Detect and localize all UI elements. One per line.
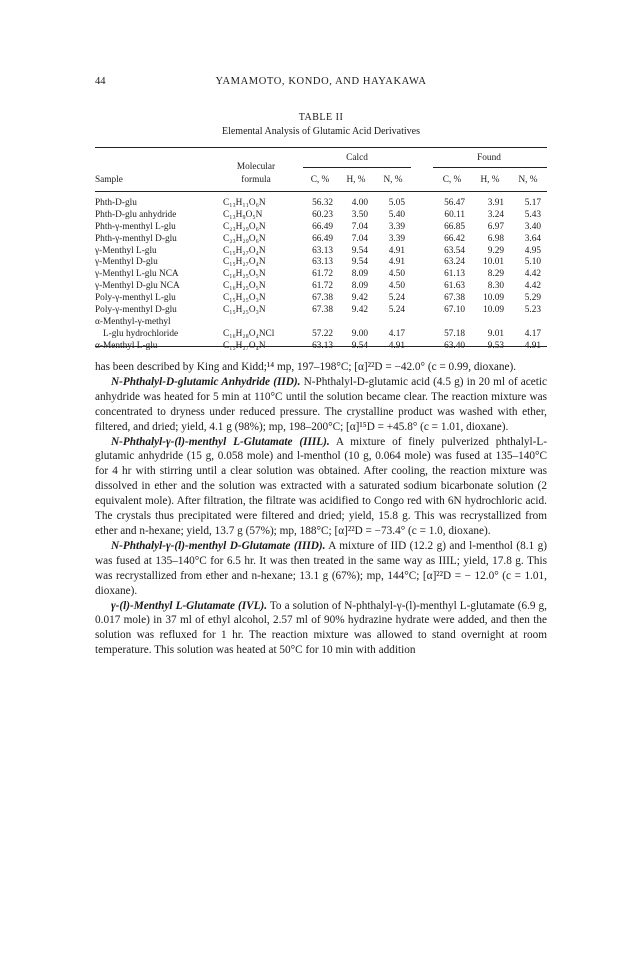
section-heading: N-Phthalyl-D-glutamic Anhydride (IID). <box>111 375 301 388</box>
cell-calcd-n: 4.50 <box>388 281 405 292</box>
cell-found-n: 4.42 <box>524 281 541 292</box>
cell-calcd-c: 61.72 <box>312 269 333 280</box>
section-text: A mixture of finely pulverized phthalyl-L-glutamic anhydride (15 g, 0.058 mole) and l-menthol (10 g, 0.064 mole) was fused at 135–140°C for 4 hr with stirring until a clear solution was obtained. After cooling, the reaction mixture was dissolved in ether and the solution was extracted with a saturated sodium bicarbonate solution (2 equivalent mole). After filtration, the filtrate was acidified to Congo red with 6N hydrochloric acid. The crystals thus precipitated were filtered and dried; yield, 15.8 g. This was recrystallized from ether and n-hexane; yield, 13.7 g (57%); mp, 188°C; [α]²²D = −73.4° (c = 1.0, dioxane). <box>95 435 547 537</box>
cell-calcd-n: 5.24 <box>388 293 405 304</box>
table-body <box>95 198 547 353</box>
cell-found-h: 8.30 <box>487 281 504 292</box>
cell-found-h: 9.01 <box>487 328 504 339</box>
cell-calcd-n: 5.24 <box>388 305 405 316</box>
cell-found-h: 10.01 <box>483 257 504 268</box>
table-row <box>95 198 547 210</box>
cell-formula: C₁₆H₂₅O₅N <box>223 281 266 292</box>
table-top-rule <box>95 147 547 148</box>
cell-found-h: 9.29 <box>487 245 504 256</box>
header-calcd: Calcd <box>346 153 368 163</box>
cell-found-n: 5.17 <box>524 198 541 208</box>
cell-found-n: 5.10 <box>524 257 541 268</box>
cell-found-c: 66.85 <box>444 221 465 232</box>
cell-found-h: 3.91 <box>487 198 504 208</box>
cell-formula: C₁₆H₂₅O₅N <box>223 269 266 280</box>
header-found-c: C, % <box>442 175 462 185</box>
cell-found-h: 10.09 <box>483 305 504 316</box>
cell-calcd-h: 9.42 <box>351 305 368 316</box>
header-molecular: Molecular <box>236 162 276 172</box>
cell-calcd-c: 57.22 <box>312 328 333 339</box>
cell-calcd-n: 5.40 <box>388 209 405 220</box>
header-found-h: H, % <box>480 175 500 185</box>
cell-calcd-h: 8.09 <box>351 281 368 292</box>
cell-calcd-h: 7.04 <box>351 221 368 232</box>
cell-found-n: 5.29 <box>524 293 541 304</box>
cell-calcd-h: 9.54 <box>351 257 368 268</box>
cell-found-c: 56.47 <box>444 198 465 208</box>
cell-found-n: 5.43 <box>524 209 541 220</box>
cell-formula: C₁₅H₂₅O₃N <box>223 293 266 304</box>
cell-formula: C₁₅H₂₅O₃N <box>223 305 266 316</box>
paragraph-phthalyl-menthyl-l-glutamate <box>95 435 547 539</box>
table-row <box>95 305 547 317</box>
cell-calcd-c: 67.38 <box>312 305 333 316</box>
cell-found-c: 61.63 <box>444 281 465 292</box>
cell-sample: γ-Menthyl L-glu <box>95 245 157 256</box>
calcd-underline <box>303 167 411 168</box>
found-underline <box>433 167 547 168</box>
table-row <box>95 222 547 234</box>
cell-sample <box>95 316 223 341</box>
cell-calcd-h: 9.42 <box>351 293 368 304</box>
header-found-n: N, % <box>518 175 538 185</box>
cell-found-c: 67.10 <box>444 305 465 316</box>
cell-calcd-c: 63.13 <box>312 340 333 351</box>
cell-calcd-h: 9.54 <box>351 245 368 256</box>
cell-found-c: 63.40 <box>444 340 465 351</box>
cell-sample: α-Menthyl L-glu <box>95 340 158 351</box>
section-heading: N-Phthalyl-γ-(l)-menthyl L-Glutamate (IIIL). <box>111 435 330 448</box>
body-text <box>95 360 547 658</box>
cell-calcd-c: 63.13 <box>312 257 333 268</box>
cell-calcd-n: 4.91 <box>388 257 405 268</box>
cell-formula: C₁₅H₂₇O₄N <box>223 257 266 268</box>
cell-sample: Poly-γ-menthyl D-glu <box>95 305 177 316</box>
cell-sample: γ-Menthyl D-glu <box>95 257 158 268</box>
cell-formula: C₁₆H₂₈O₄NCl <box>223 328 275 339</box>
table-row <box>95 281 547 293</box>
cell-found-c: 60.11 <box>444 209 465 220</box>
cell-sample: Phth-D-glu <box>95 198 137 208</box>
cell-found-c: 57.18 <box>444 328 465 339</box>
header-found: Found <box>477 153 501 163</box>
paragraph-menthyl-l-glutamate <box>95 599 547 659</box>
cell-formula: C₁₃H₁₁O₆N <box>223 198 266 208</box>
cell-found-n: 4.42 <box>524 269 541 280</box>
cell-sample-line2: L-glu hydrochloride <box>103 328 179 339</box>
cell-calcd-n: 4.17 <box>388 328 405 339</box>
cell-found-h: 10.09 <box>483 293 504 304</box>
section-text: A mixture of IID (12.2 g) and l-menthol (8.1 g) was fused at 135–140°C for 6.5 hr. It was then treated in the same way as IIIL; yield, 17.8 g. This was recrystallized from ether and n-hexane; 13.1 g (67%); mp, 144°C; [α]²²D = − 12.0° (c = 1.01, dioxane). <box>95 539 547 597</box>
header-formula: formula <box>241 175 271 185</box>
cell-sample: Phth-γ-menthyl D-glu <box>95 233 177 244</box>
table-row <box>95 317 547 341</box>
cell-formula: C₁₅H₂₇O₄N <box>223 340 266 351</box>
cell-calcd-h: 7.04 <box>351 233 368 244</box>
cell-calcd-c: 67.38 <box>312 293 333 304</box>
header-calcd-c: C, % <box>310 175 330 185</box>
cell-calcd-n: 4.91 <box>388 245 405 256</box>
cell-found-h: 8.29 <box>487 269 504 280</box>
cell-sample-line1: α-Menthyl-γ-methyl <box>95 316 171 327</box>
cell-calcd-c: 60.23 <box>312 209 333 220</box>
cell-calcd-n: 4.50 <box>388 269 405 280</box>
cell-found-c: 67.38 <box>444 293 465 304</box>
cell-calcd-n: 4.91 <box>388 340 405 351</box>
section-text: To a solution of N-phthalyl-γ-(l)-menthyl L-glutamate (6.9 g, 0.017 mole) in 37 ml of ethyl alcohol, 2.57 ml of 90% hydrazine hydrate were added, and then the solution was refluxed for 1 hr. The reaction mixture was allowed to stand overnight at room temperature. This solution was heated at 50°C for 10 min with addition <box>95 599 547 657</box>
cell-calcd-n: 3.39 <box>388 233 405 244</box>
cell-found-n: 4.95 <box>524 245 541 256</box>
cell-calcd-c: 61.72 <box>312 281 333 292</box>
paragraph-intro: has been described by King and Kidd;¹⁴ mp, 197–198°C; [α]²²D = −42.0° (c = 0.99, dioxane). <box>95 361 517 373</box>
cell-calcd-c: 56.32 <box>312 198 333 208</box>
header-calcd-h: H, % <box>346 175 366 185</box>
cell-formula: C₁₅H₂₇O₄N <box>223 245 266 256</box>
table-bottom-rule <box>95 346 547 347</box>
paragraph-phthalyl-d-glutamic-anhydride <box>95 375 547 435</box>
table-caption: Elemental Analysis of Glutamic Acid Derivatives <box>221 126 420 137</box>
cell-found-c: 63.24 <box>444 257 465 268</box>
cell-calcd-h: 3.50 <box>351 209 368 220</box>
cell-formula: C₂₃H₂₉O₆N <box>223 221 266 232</box>
running-title: YAMAMOTO, KONDO, AND HAYAKAWA <box>215 76 427 87</box>
cell-formula: C₂₃H₂₉O₆N <box>223 233 266 244</box>
table-row <box>95 234 547 246</box>
cell-sample: γ-Menthyl D-glu NCA <box>95 281 180 292</box>
cell-calcd-c: 66.49 <box>312 233 333 244</box>
section-text: N-Phthalyl-D-glutamic acid (4.5 g) in 20 ml of acetic anhydride was heated for 5 min at 110°C until the solution became clear. The reaction mixture was concentrated to dryness under reduced pressure. The crystalline product was washed with ether, filtered, and dried; yield, 4.1 g (98%); mp, 198–200°C; [α]¹⁵D = +45.8° (c = 1.01, dioxane). <box>95 375 547 433</box>
table-row <box>95 210 547 222</box>
cell-calcd-h: 8.09 <box>351 269 368 280</box>
cell-sample: γ-Menthyl L-glu NCA <box>95 269 179 280</box>
cell-found-c: 61.13 <box>444 269 465 280</box>
cell-found-n: 3.64 <box>524 233 541 244</box>
cell-sample: Phth-D-glu anhydride <box>95 209 177 220</box>
cell-found-h: 6.97 <box>487 221 504 232</box>
cell-found-c: 66.42 <box>444 233 465 244</box>
cell-found-c: 63.54 <box>444 245 465 256</box>
section-heading: N-Phthalyl-γ-(l)-menthyl D-Glutamate (IIID). <box>111 539 326 552</box>
table-row <box>95 246 547 258</box>
cell-calcd-h: 4.00 <box>351 198 368 208</box>
cell-formula: C₁₃H₉O₅N <box>223 209 263 220</box>
cell-calcd-h: 9.54 <box>351 340 368 351</box>
cell-found-n: 3.40 <box>524 221 541 232</box>
cell-calcd-n: 5.05 <box>388 198 405 208</box>
cell-calcd-c: 66.49 <box>312 221 333 232</box>
cell-calcd-h: 9.00 <box>351 328 368 339</box>
section-heading: γ-(l)-Menthyl L-Glutamate (IVL). <box>111 599 268 612</box>
paragraph-phthalyl-menthyl-d-glutamate <box>95 539 547 599</box>
cell-found-h: 9.53 <box>487 340 504 351</box>
cell-found-h: 3.24 <box>487 209 504 220</box>
cell-found-n: 4.91 <box>524 340 541 351</box>
cell-found-n: 4.17 <box>524 328 541 339</box>
cell-found-n: 5.23 <box>524 305 541 316</box>
table-row <box>95 293 547 305</box>
page-number: 44 <box>95 76 106 87</box>
cell-calcd-n: 3.39 <box>388 221 405 232</box>
cell-sample: Phth-γ-menthyl L-glu <box>95 221 176 232</box>
table-header-rule <box>95 191 547 192</box>
cell-sample: Poly-γ-menthyl L-glu <box>95 293 176 304</box>
cell-calcd-c: 63.13 <box>312 245 333 256</box>
table-row <box>95 269 547 281</box>
header-calcd-n: N, % <box>383 175 403 185</box>
table-row <box>95 257 547 269</box>
header-sample: Sample <box>95 175 123 185</box>
cell-found-h: 6.98 <box>487 233 504 244</box>
table-label: TABLE II <box>298 112 344 123</box>
page-header <box>95 76 547 90</box>
